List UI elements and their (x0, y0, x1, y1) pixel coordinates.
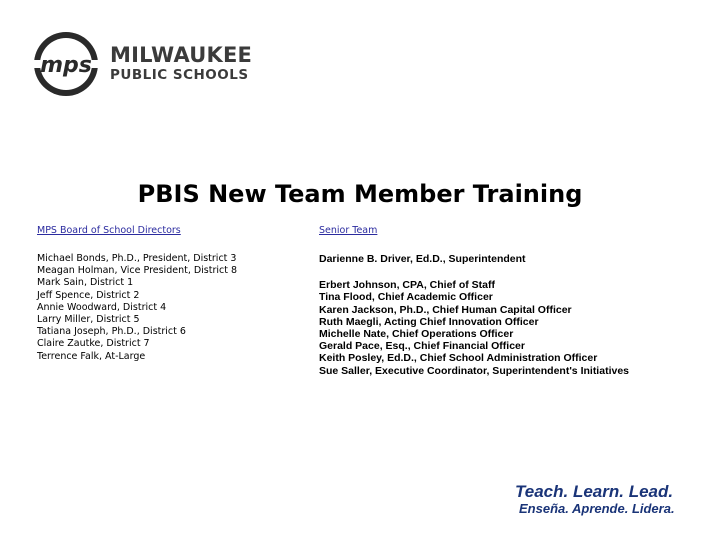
senior-member: Erbert Johnson, CPA, Chief of Staff (319, 279, 495, 292)
senior-member: Keith Posley, Ed.D., Chief School Administration Officer (319, 352, 598, 365)
tagline (515, 482, 695, 517)
board-member: Claire Zautke, District 7 (37, 338, 150, 350)
board-member: Jeff Spence, District 2 (37, 289, 140, 301)
page-title: PBIS New Team Member Training (137, 180, 583, 208)
senior-member: Ruth Maegli, Acting Chief Innovation Officer (319, 315, 539, 328)
board-member-list (37, 253, 307, 363)
senior-member: Sue Saller, Executive Coordinator, Superintendent's Initiatives (319, 364, 630, 377)
senior-member-list (319, 279, 709, 377)
tagline-english: Teach. Learn. Lead. (515, 482, 674, 501)
board-member: Meagan Holman, Vice President, District 8 (37, 265, 238, 277)
mps-logo-icon (32, 30, 100, 98)
mps-logo (32, 30, 253, 100)
logo-line1: MILWAUKEE (110, 43, 253, 67)
tagline-spanish: Enseña. Aprende. Lidera. (519, 501, 675, 516)
logo-wordmark (110, 43, 252, 83)
logo-monogram: mps (40, 53, 92, 78)
senior-team-column (319, 225, 709, 377)
board-member: Annie Woodward, District 4 (37, 301, 167, 313)
senior-member: Karen Jackson, Ph.D., Chief Human Capital Officer (319, 303, 572, 316)
board-member: Mark Sain, District 1 (37, 277, 134, 289)
board-heading-link[interactable]: MPS Board of School Directors (37, 225, 181, 236)
board-column (37, 225, 307, 363)
senior-member: Michelle Nate, Chief Operations Officer (319, 328, 514, 341)
senior-member: Gerald Pace, Esq., Chief Financial Officer (319, 340, 525, 353)
board-member: Tatiana Joseph, Ph.D., District 6 (37, 326, 186, 338)
logo-line2: PUBLIC SCHOOLS (110, 67, 249, 83)
board-member: Michael Bonds, Ph.D., President, District 3 (37, 253, 237, 264)
senior-member: Tina Flood, Chief Academic Officer (319, 291, 493, 304)
board-member: Terrence Falk, At-Large (37, 350, 146, 362)
spacer (319, 265, 709, 279)
senior-team-heading-link[interactable]: Senior Team (319, 225, 378, 236)
board-member: Larry Miller, District 5 (37, 314, 140, 326)
superintendent: Darienne B. Driver, Ed.D., Superintendent (319, 253, 526, 265)
